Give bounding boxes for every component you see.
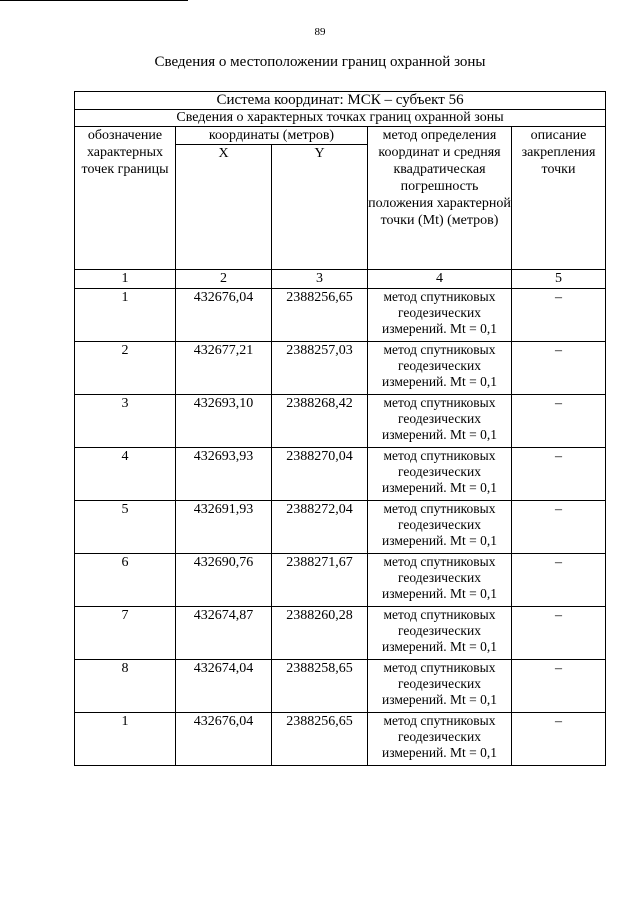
column-number: 3 xyxy=(272,270,368,289)
coordinate-system: Система координат: МСК – субъект 56 xyxy=(75,92,606,110)
cell-description: – xyxy=(512,660,606,713)
cell-x: 432693,93 xyxy=(176,448,272,501)
cell-point: 3 xyxy=(75,395,176,448)
cell-method: метод спутниковых геодезических измерений. Mt = 0,1 xyxy=(368,395,512,448)
cell-point: 5 xyxy=(75,501,176,554)
cell-y: 2388270,04 xyxy=(272,448,368,501)
cell-x: 432693,10 xyxy=(176,395,272,448)
document-title: Сведения о местоположении границ охранной зоны xyxy=(154,54,486,70)
cell-description: – xyxy=(512,395,606,448)
cell-description: – xyxy=(512,448,606,501)
column-number: 5 xyxy=(512,270,606,289)
header-coords: координаты (метров) xyxy=(176,127,368,145)
cell-method: метод спутниковых геодезических измерений. Mt = 0,1 xyxy=(368,713,512,766)
table-row xyxy=(75,342,606,395)
cell-x: 432677,21 xyxy=(176,342,272,395)
header-x: X xyxy=(176,145,272,270)
cell-point: 4 xyxy=(75,448,176,501)
header-row xyxy=(75,127,606,145)
cell-description: – xyxy=(512,554,606,607)
coordinates-table xyxy=(74,91,606,766)
cell-y: 2388256,65 xyxy=(272,713,368,766)
cell-method: метод спутниковых геодезических измерений. Mt = 0,1 xyxy=(368,448,512,501)
table-row xyxy=(75,554,606,607)
cell-y: 2388271,67 xyxy=(272,554,368,607)
cell-point: 6 xyxy=(75,554,176,607)
cell-description: – xyxy=(512,607,606,660)
cell-description: – xyxy=(512,342,606,395)
cell-y: 2388268,42 xyxy=(272,395,368,448)
cell-point: 7 xyxy=(75,607,176,660)
table-row xyxy=(75,713,606,766)
cell-point: 1 xyxy=(75,713,176,766)
header-description: описание закрепления точки xyxy=(512,127,606,270)
cell-description: – xyxy=(512,289,606,342)
header-point: обозначение характерных точек границы xyxy=(75,127,176,270)
table-subtitle: Сведения о характерных точках границ охранной зоны xyxy=(75,110,606,127)
cell-y: 2388257,03 xyxy=(272,342,368,395)
cell-description: – xyxy=(512,713,606,766)
cell-method: метод спутниковых геодезических измерений. Mt = 0,1 xyxy=(368,342,512,395)
table-row xyxy=(75,607,606,660)
table-row xyxy=(75,289,606,342)
coordinate-system-row xyxy=(75,92,606,110)
table-row xyxy=(75,501,606,554)
cell-y: 2388272,04 xyxy=(272,501,368,554)
cell-description: – xyxy=(512,501,606,554)
cell-y: 2388258,65 xyxy=(272,660,368,713)
column-number: 4 xyxy=(368,270,512,289)
cell-x: 432674,87 xyxy=(176,607,272,660)
cell-y: 2388256,65 xyxy=(272,289,368,342)
cell-x: 432690,76 xyxy=(176,554,272,607)
cell-method: метод спутниковых геодезических измерений. Mt = 0,1 xyxy=(368,501,512,554)
header-method: метод определения координат и средняя квадратическая погрешность положения характерной точки (Mt) (метров) xyxy=(368,127,512,270)
cell-y: 2388260,28 xyxy=(272,607,368,660)
cell-x: 432676,04 xyxy=(176,713,272,766)
cell-x: 432674,04 xyxy=(176,660,272,713)
cell-method: метод спутниковых геодезических измерений. Mt = 0,1 xyxy=(368,554,512,607)
cell-point: 1 xyxy=(75,289,176,342)
cell-point: 8 xyxy=(75,660,176,713)
cell-x: 432691,93 xyxy=(176,501,272,554)
cell-method: метод спутниковых геодезических измерений. Mt = 0,1 xyxy=(368,289,512,342)
cell-x: 432676,04 xyxy=(176,289,272,342)
column-numbers-row xyxy=(75,270,606,289)
table-subtitle-row xyxy=(75,110,606,127)
column-number: 2 xyxy=(176,270,272,289)
table-row xyxy=(75,395,606,448)
page-number: 89 xyxy=(314,26,326,38)
cell-method: метод спутниковых геодезических измерений. Mt = 0,1 xyxy=(368,660,512,713)
cell-point: 2 xyxy=(75,342,176,395)
cell-method: метод спутниковых геодезических измерений. Mt = 0,1 xyxy=(368,607,512,660)
header-y: Y xyxy=(272,145,368,270)
table-row xyxy=(75,448,606,501)
table-row xyxy=(75,660,606,713)
top-rule xyxy=(0,0,188,1)
column-number: 1 xyxy=(75,270,176,289)
